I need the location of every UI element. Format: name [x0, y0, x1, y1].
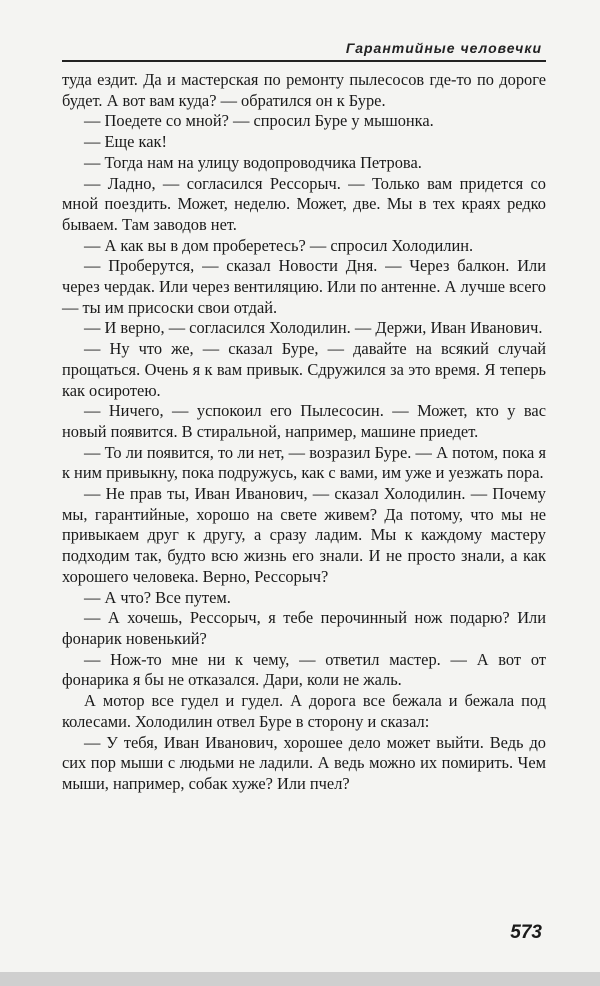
- paragraph: — Ничего, — успокоил его Пылесосин. — Может, кто у вас новый появится. В стиральной, например, машине приедет.: [62, 401, 546, 441]
- body-text: [62, 70, 546, 795]
- page-bottom-edge: [0, 972, 600, 986]
- page-number: 573: [510, 922, 542, 943]
- paragraph: — Еще как!: [84, 132, 167, 152]
- paragraph: — Ну что же, — сказал Буре, — давайте на всякий случай прощаться. Очень я к вам привык. Сдружился за это время. Я теперь как осиротею.: [62, 339, 546, 400]
- paragraph: — А как вы в дом проберетесь? — спросил Холодилин.: [84, 235, 474, 255]
- running-header: [62, 38, 546, 62]
- paragraph: — И верно, — согласился Холодилин. — Держи, Иван Иванович.: [84, 318, 543, 338]
- paragraph: — То ли появится, то ли нет, — возразил Буре. — А потом, пока я к ним привыкну, пока подружусь, как с вами, им уже и уезжать пора.: [62, 442, 546, 483]
- paragraph: — Проберутся, — сказал Новости Дня. — Через балкон. Или через чердак. Или через вентиляцию. Или по антенне. А лучше всего — ты им присоски свои отдай.: [62, 256, 546, 317]
- paragraph: — Ладно, — согласился Рессорыч. — Только вам придется со мной поездить. Может, неделю. Может, две. Мы в тех краях редко бываем. Там заводов нет.: [62, 173, 546, 234]
- paragraph: — Поедете со мной? — спросил Буре у мышонка.: [84, 111, 434, 131]
- paragraph: — Не прав ты, Иван Иванович, — сказал Холодилин. — Почему мы, гарантийные, хорошо на свете живем? Да потому, что мы не привыкаем друг к другу, а сразу ладим. Мы к каждому мастеру подходим так, будто всю жизнь его знали. И не просто знали, а как хорошего человека. Верно, Рессорыч?: [62, 484, 546, 586]
- paragraph: — Тогда нам на улицу водопроводчика Петрова.: [84, 152, 422, 172]
- running-title: Гарантийные человечки: [345, 40, 542, 56]
- paragraph: А мотор все гудел и гудел. А дорога все бежала и бежала под колесами. Холодилин отвел Буре в сторону и сказал:: [62, 691, 546, 731]
- paragraph: туда ездит. Да и мастерская по ремонту пылесосов где-то по дороге будет. А вот вам куда? — обратился он к Буре.: [62, 70, 546, 110]
- paragraph: — У тебя, Иван Иванович, хорошее дело может выйти. Ведь до сих пор мыши с людьми не ладили. А ведь можно их помирить. Чем мыши, например, собак хуже? Или пчел?: [62, 732, 546, 793]
- paragraph: — А что? Все путем.: [84, 587, 231, 607]
- paragraph: — Нож-то мне ни к чему, — ответил мастер. — А вот от фонарика я бы не отказался. Дари, коли не жаль.: [62, 649, 546, 690]
- paragraph: — А хочешь, Рессорыч, я тебе перочинный нож подарю? Или фонарик новенький?: [62, 608, 546, 648]
